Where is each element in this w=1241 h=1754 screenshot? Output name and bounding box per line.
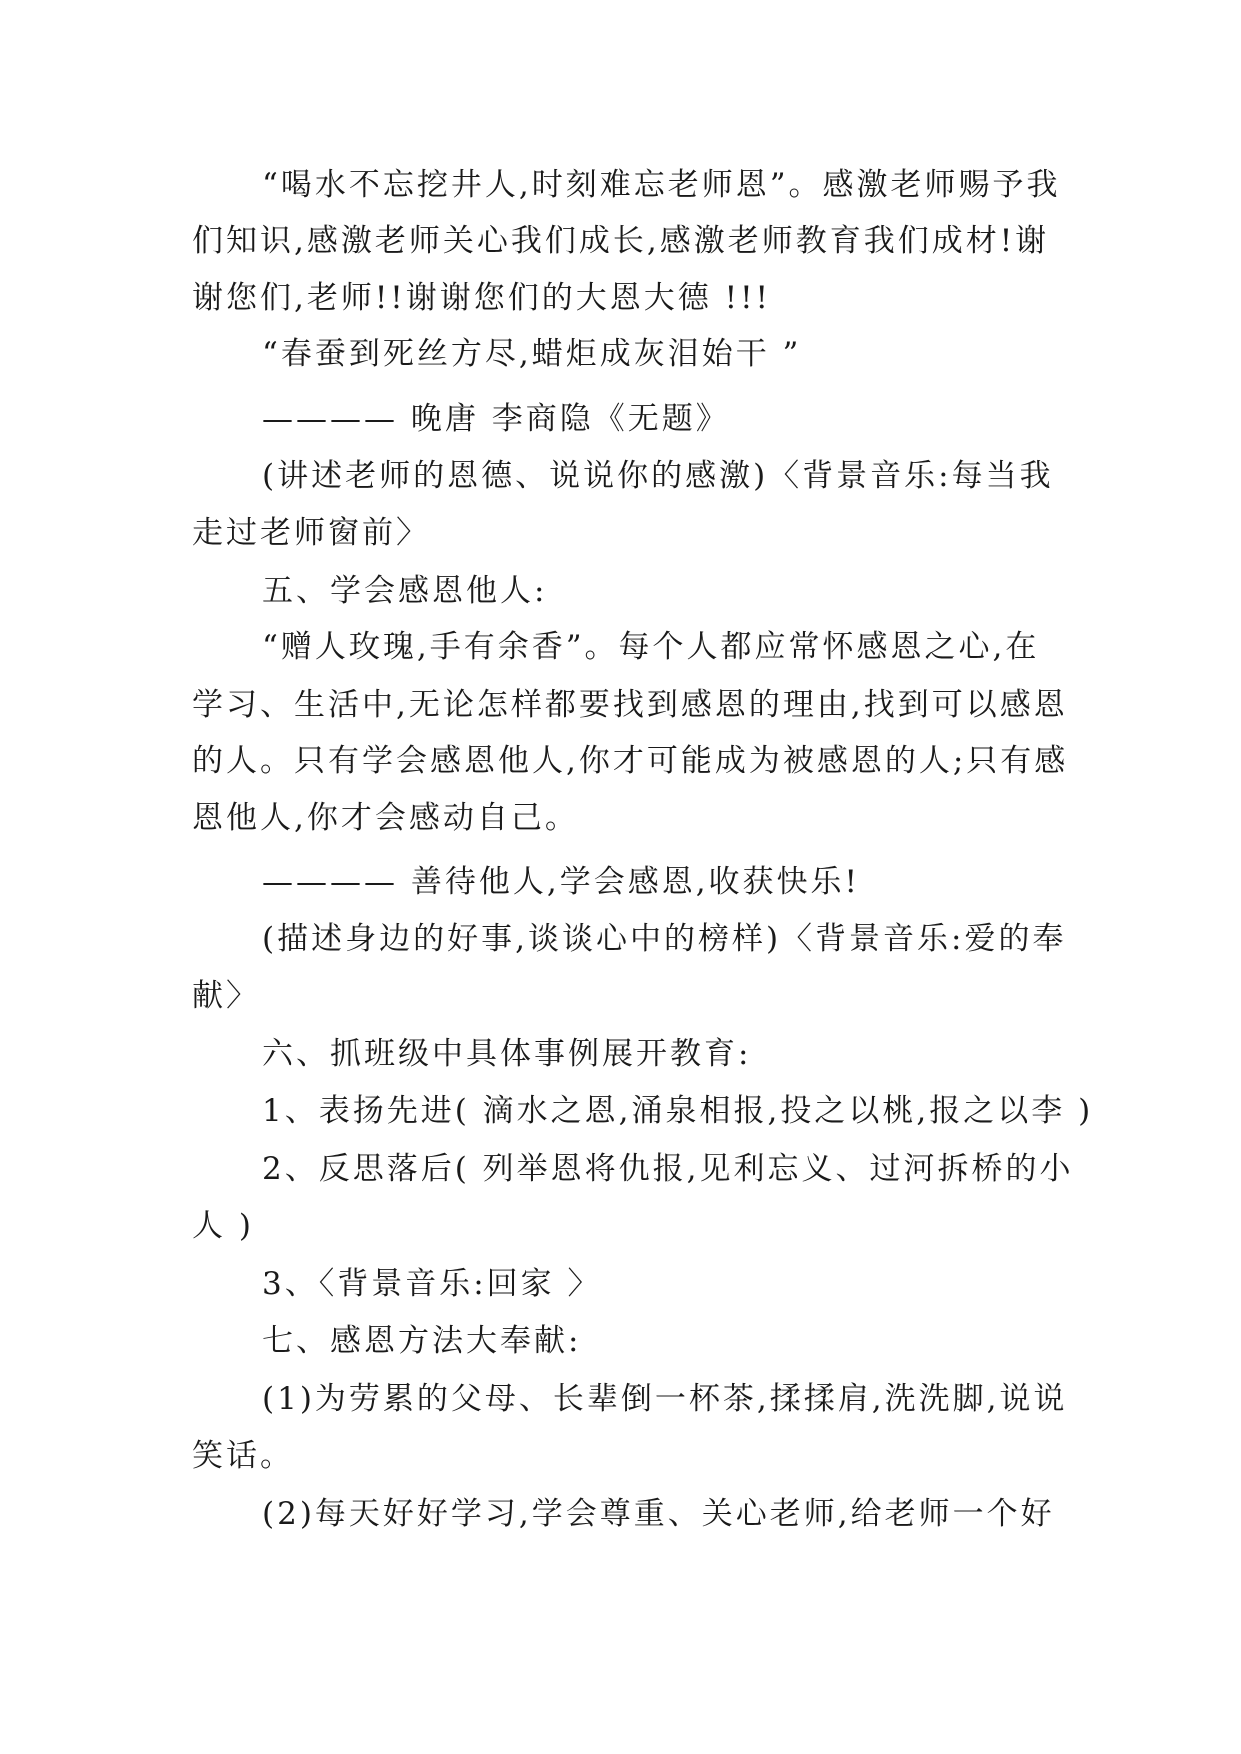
text-line: “赠人玫瑰,手有余香”。每个人都应常怀感恩之心,在 xyxy=(262,629,1040,665)
quote-line: “春蚕到死丝方尽,蜡炬成灰泪始干 ” xyxy=(262,336,802,372)
list-item: 1、表扬先进( 滴水之恩,涌泉相报,投之以桃,报之以李 ) xyxy=(262,1093,1094,1129)
text-line: 谢您们,老师!!谢谢您们的大恩大德 !!! xyxy=(192,280,771,316)
text-line: (讲述老师的恩德、说说你的感激)〈背景音乐:每当我 xyxy=(262,458,1054,494)
section-heading: 七、感恩方法大奉献: xyxy=(262,1323,582,1359)
text-line: 恩他人,你才会感动自己。 xyxy=(192,800,579,836)
text-line: 的人。只有学会感恩他人,你才可能成为被感恩的人;只有感 xyxy=(192,743,1069,779)
text-line: 笑话。 xyxy=(192,1438,294,1474)
text-line: “喝水不忘挖井人,时刻难忘老师恩”。感激老师赐予我 xyxy=(262,167,1061,203)
list-item: 2、反思落后( 列举恩将仇报,见利忘义、过河拆桥的小 xyxy=(262,1151,1074,1187)
section-heading: 六、抓班级中具体事例展开教育: xyxy=(262,1036,752,1072)
list-item: 3、〈背景音乐:回家 〉 xyxy=(262,1266,602,1302)
list-item: (2)每天好好学习,学会尊重、关心老师,给老师一个好 xyxy=(262,1496,1055,1532)
attribution-line: ———— 晚唐 李商隐《无题》 xyxy=(262,401,730,437)
text-line: 学习、生活中,无论怎样都要找到感恩的理由,找到可以感恩 xyxy=(192,687,1068,723)
attribution-line: ———— 善待他人,学会感恩,收获快乐! xyxy=(262,864,861,900)
list-item: (1)为劳累的父母、长辈倒一杯茶,揉揉肩,洗洗脚,说说 xyxy=(262,1381,1068,1417)
text-line: 们知识,感激老师关心我们成长,感激老师教育我们成材!谢 xyxy=(192,223,1050,259)
text-line: 献〉 xyxy=(192,978,260,1014)
text-line: (描述身边的好事,谈谈心中的榜样)〈背景音乐:爱的奉 xyxy=(262,921,1067,957)
section-heading: 五、学会感恩他人: xyxy=(262,573,548,609)
text-line: 走过老师窗前〉 xyxy=(192,515,430,551)
text-line: 人 ) xyxy=(192,1208,254,1244)
